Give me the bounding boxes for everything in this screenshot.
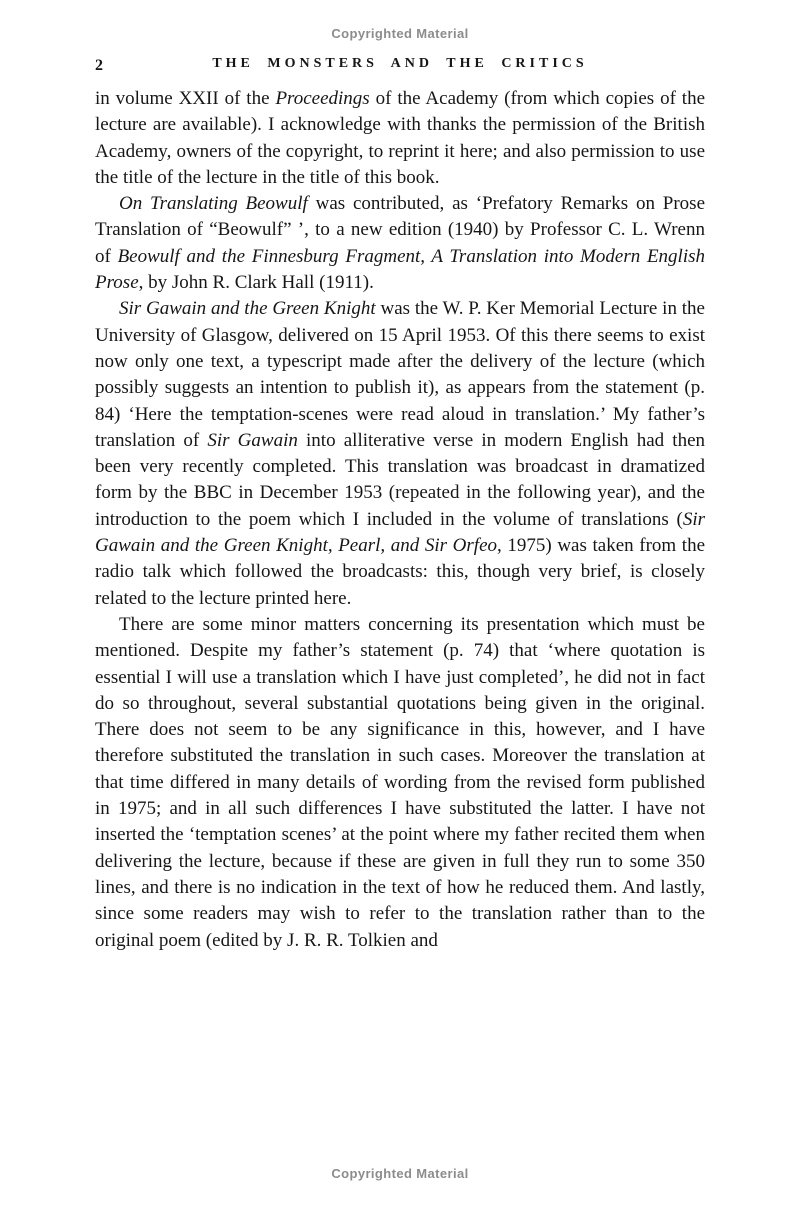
paragraph xyxy=(95,191,705,296)
text-run: There are some minor matters concerning its presentation which must be mentioned. Despite my father’s statement (p. 74) that ‘where quotation is essential I will use a translation which I have just completed’, he did not in fact do so throughout, several substantial quotations being given in the original. There does not seem to be any significance in this, however, and I have therefore substituted the translation in such cases. Moreover the translation at that time differed in many details of wording from the revised form published in 1975; and in all such differences I have substituted the latter. I have not inserted the ‘temptation scenes’ at the point where my father recited them when delivering the lecture, because if these are given in full they run to some 350 lines, and there is no indication in the text of how he reduced them. And lastly, since some readers may wish to refer to the translation rather than to the original poem (edited by J. R. R. Tolkien and xyxy=(95,613,705,951)
text-run: into alliterative verse in modern English had then been very recently completed. This translation was broadcast in dramatized form by the BBC in December 1953 (repeated in the following year), and the introduction to the poem which I included in the volume of translations ( xyxy=(95,429,705,530)
text-run: , by John R. Clark Hall (1911). xyxy=(138,272,374,294)
page-number: 2 xyxy=(95,57,103,74)
italic-run: Proceedings xyxy=(275,88,370,109)
italic-run: Sir Gawain and the Green Knight xyxy=(119,298,376,320)
body-text xyxy=(95,86,705,954)
text-run: of the Academy (from which copies of the lecture are available). I acknowledge with thanks the permission of the British Academy, owners of the copyright, to reprint it here; and also permission to use the title of the lecture in the title of this book. xyxy=(95,88,706,188)
paragraph xyxy=(95,612,705,954)
copyright-watermark-bottom: Copyrighted Material xyxy=(331,1166,469,1181)
text-run: was the W. P. Ker Memorial Lecture in the University of Glasgow, delivered on 15 April 1953. Of this there seems to exist now only one text, a typescript made after the delivery of the lecture (which possibly suggests an intention to publish it), as appears from the statement (p. 84) ‘Here the temptation-scenes were read aloud in translation.’ My father’s translation of xyxy=(95,298,705,451)
italic-run: Sir Gawain and the Green Knight, Pearl, and Sir Orfeo xyxy=(95,508,705,557)
running-title: THE MONSTERS AND THE CRITICS xyxy=(212,56,588,71)
text-run: was contributed, as ‘Prefatory Remarks on Prose Translation of “Beowulf” ’, to a new edition (1940) by Professor C. L. Wrenn of xyxy=(95,193,706,267)
paragraph xyxy=(95,296,705,612)
italic-run: On Translating Beowulf xyxy=(119,193,308,215)
text-run: in volume XXII of the xyxy=(95,88,276,109)
italic-run: Sir Gawain xyxy=(207,429,298,451)
page-header xyxy=(95,56,705,78)
copyright-watermark-top: Copyrighted Material xyxy=(331,26,469,41)
paragraph xyxy=(95,86,705,191)
text-run: , 1975) was taken from the radio talk which followed the broadcasts: this, though very brief, is closely related to the lecture printed here. xyxy=(95,535,705,609)
italic-run: Beowulf and the Finnesburg Fragment, A Translation into Modern English Prose xyxy=(95,245,705,294)
